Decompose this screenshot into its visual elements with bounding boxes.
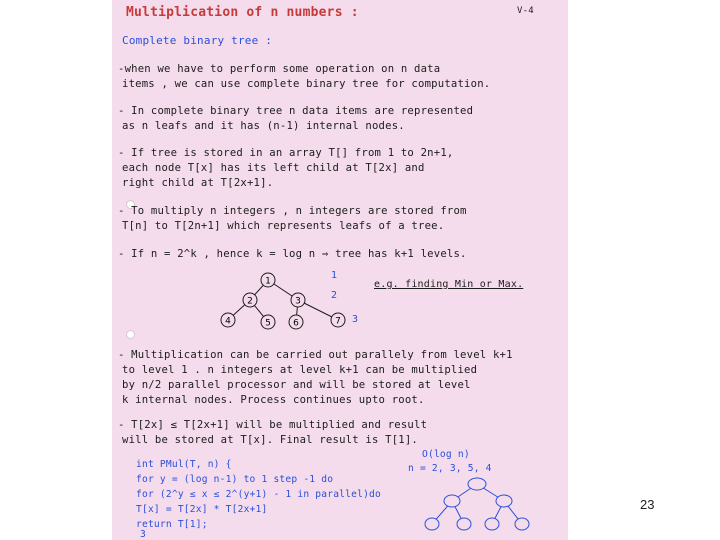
body-line: items , we can use complete binary tree for computation. <box>122 78 491 90</box>
page-title: Multiplication of n numbers : <box>126 5 359 20</box>
svg-text:2: 2 <box>247 296 253 307</box>
body-line: - If n = 2^k , hence k = log n ⇒ tree has k+1 levels. <box>118 248 467 260</box>
section-heading: Complete binary tree : <box>122 34 273 47</box>
tree-level-label: 2 <box>331 290 338 301</box>
body-line: to level 1 . n integers at level k+1 can be multiplied <box>122 364 478 376</box>
body-line: as n leafs and it has (n-1) internal nodes. <box>122 120 405 132</box>
body-line: each node T[x] has its left child at T[2x] and <box>122 162 425 174</box>
tree-node <box>291 293 305 307</box>
svg-text:7: 7 <box>335 316 341 327</box>
svg-text:5: 5 <box>265 318 271 329</box>
code-line: 3 <box>140 529 146 540</box>
code-line: T[x] = T[2x] * T[2x+1] <box>136 504 268 515</box>
body-line: by n/2 parallel processor and will be stored at level <box>122 379 471 391</box>
tree-node <box>221 313 235 327</box>
punch-hole <box>126 330 135 339</box>
notebook-page <box>112 0 568 540</box>
tree-sketch <box>418 476 536 538</box>
tree-node <box>331 313 345 327</box>
body-line: k internal nodes. Process continues upto root. <box>122 394 425 406</box>
body-line: -when we have to perform some operation on n data <box>118 63 441 75</box>
body-line: - If tree is stored in an array T[] from 1 to 2n+1, <box>118 147 454 159</box>
tree-node <box>261 315 275 329</box>
tree-level-label: 1 <box>331 270 338 281</box>
body-line: will be stored at T[x]. Final result is T[1]. <box>122 434 419 446</box>
svg-text:1: 1 <box>265 276 271 287</box>
binary-tree-diagram <box>212 268 362 336</box>
tree-node <box>243 293 257 307</box>
body-line: - T[2x] ≤ T[2x+1] will be multiplied and result <box>118 419 428 431</box>
code-line: for (2^y ≤ x ≤ 2^(y+1) - 1 in parallel)do <box>136 489 382 500</box>
slide-number: 23 <box>640 497 655 512</box>
tree-node <box>289 315 303 329</box>
example-note: e.g. finding Min or Max. <box>374 279 524 290</box>
complexity-note: n = 2, 3, 5, 4 <box>408 463 492 474</box>
code-line: for y = (log n-1) to 1 step -1 do <box>136 474 334 485</box>
body-line: right child at T[2x+1]. <box>122 177 274 189</box>
body-line: - In complete binary tree n data items are represented <box>118 105 474 117</box>
complexity-note: O(log n) <box>422 449 470 460</box>
code-line: int PMul(T, n) { <box>136 459 232 470</box>
page-label: V-4 <box>517 6 534 16</box>
body-line: - Multiplication can be carried out parallely from level k+1 <box>118 349 513 361</box>
tree-level-label: 3 <box>352 314 359 325</box>
svg-text:3: 3 <box>295 296 301 307</box>
code-line: return T[1]; <box>136 519 208 530</box>
tree-node <box>261 273 275 287</box>
body-line: T[n] to T[2n+1] which represents leafs of a tree. <box>122 220 445 232</box>
svg-text:4: 4 <box>225 316 231 327</box>
body-line: - To multiply n integers , n integers are stored from <box>118 205 467 217</box>
svg-text:6: 6 <box>293 318 299 329</box>
